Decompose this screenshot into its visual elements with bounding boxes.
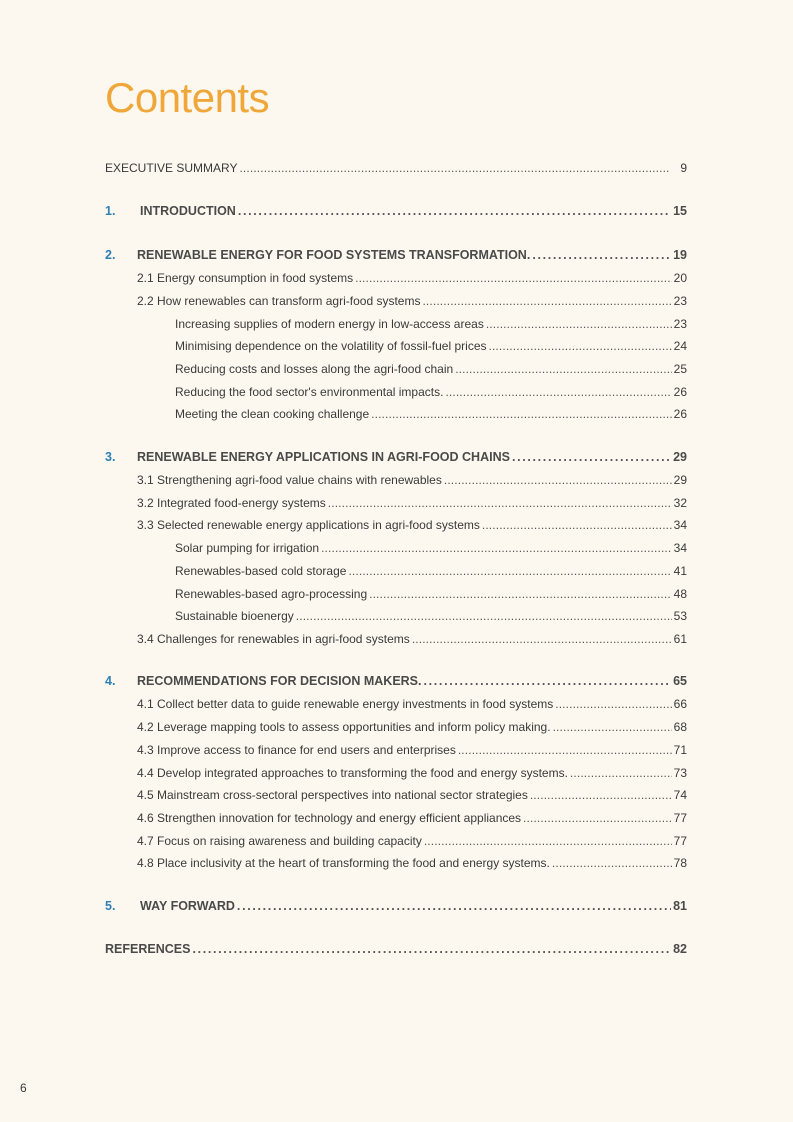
toc-label: 3.1 Strengthening agri-food value chains with renewables [137, 473, 442, 487]
toc-page: 81 [673, 899, 687, 913]
toc-page: 78 [673, 856, 687, 870]
toc-page: 82 [673, 942, 687, 956]
toc-label: 2.2 How renewables can transform agri-food systems [137, 294, 421, 308]
toc-label: Increasing supplies of modern energy in low-access areas [175, 317, 484, 331]
toc-page: 23 [673, 317, 687, 331]
toc-entry-3-3-b[interactable] [175, 563, 687, 579]
toc-page: 41 [673, 564, 687, 578]
section-number: 4. [105, 674, 116, 688]
toc-label: 4.2 Leverage mapping tools to assess opportunities and inform policy making. [137, 720, 551, 734]
toc-entry-4-8[interactable] [137, 855, 687, 871]
page-title: Contents [105, 74, 270, 121]
toc-label: Solar pumping for irrigation [175, 541, 320, 555]
toc-entry-introduction[interactable] [105, 203, 687, 219]
toc-label: 4.7 Focus on raising awareness and building capacity [137, 834, 422, 848]
toc-label: Reducing the food sector's environmental impacts. [175, 385, 444, 399]
toc-page: 26 [673, 385, 687, 399]
toc-page: 25 [673, 362, 687, 376]
toc-entry-4-5[interactable] [137, 787, 687, 803]
toc-page: 20 [673, 271, 687, 285]
toc-page: 32 [673, 496, 687, 510]
toc-page: 61 [673, 632, 687, 646]
section-number: 5. [105, 899, 116, 913]
toc-entry-3-4[interactable] [137, 631, 687, 647]
toc-entry-references[interactable] [105, 941, 687, 957]
toc-entry-4-3[interactable] [137, 742, 687, 758]
toc-page: 66 [673, 697, 687, 711]
toc-entry-executive-summary[interactable] [105, 160, 687, 176]
toc-label: RECOMMENDATIONS FOR DECISION MAKERS. [137, 674, 422, 688]
toc-page: 29 [673, 473, 687, 487]
toc-entry-4-4[interactable] [137, 765, 687, 781]
toc-label: Renewables-based agro-processing [175, 587, 368, 601]
toc-page: 34 [673, 541, 687, 555]
toc-label: RENEWABLE ENERGY APPLICATIONS IN AGRI-FOOD CHAINS [137, 450, 510, 464]
toc-entry-3-3-a[interactable] [175, 540, 687, 556]
toc-entry-4-7[interactable] [137, 833, 687, 849]
toc-page: 9 [680, 161, 687, 175]
toc-page: 71 [673, 743, 687, 757]
toc-entry-3-2[interactable] [137, 495, 687, 511]
toc-label: RENEWABLE ENERGY FOR FOOD SYSTEMS TRANSFORMATION. [137, 248, 531, 262]
toc-entry-4-2[interactable] [137, 719, 687, 735]
toc-entry-2-1[interactable] [137, 270, 687, 286]
toc-label: 3.4 Challenges for renewables in agri-food systems [137, 632, 410, 646]
toc-entry-3-3[interactable] [137, 517, 687, 533]
toc-page: 48 [673, 587, 687, 601]
toc-entry-2-2[interactable] [137, 293, 687, 309]
toc-page: 19 [673, 248, 687, 262]
toc-entry-section-2[interactable] [105, 247, 687, 263]
toc-label: 4.6 Strengthen innovation for technology and energy efficient appliances [137, 811, 522, 825]
toc-label: 4.3 Improve access to finance for end users and enterprises [137, 743, 456, 757]
toc-label: EXECUTIVE SUMMARY [105, 161, 238, 175]
toc-page: 73 [673, 766, 687, 780]
toc-label: INTRODUCTION [140, 204, 236, 218]
toc-entry-section-3[interactable] [105, 449, 687, 465]
toc-page: 23 [673, 294, 687, 308]
toc-page: 74 [673, 788, 687, 802]
toc-label: Sustainable bioenergy [175, 609, 294, 623]
toc-page: 53 [673, 609, 687, 623]
toc-page: 77 [673, 834, 687, 848]
toc-entry-2-2-e[interactable] [175, 406, 687, 422]
toc-label: Meeting the clean cooking challenge [175, 407, 370, 421]
toc-page: 34 [673, 518, 687, 532]
toc-label: 4.1 Collect better data to guide renewable energy investments in food systems [137, 697, 554, 711]
toc-entry-4-6[interactable] [137, 810, 687, 826]
toc-page: 26 [673, 407, 687, 421]
toc-page: 77 [673, 811, 687, 825]
section-number: 1. [105, 204, 116, 218]
toc-label: 4.8 Place inclusivity at the heart of transforming the food and energy systems. [137, 856, 550, 870]
toc-entry-2-2-a[interactable] [175, 316, 687, 332]
toc-entry-3-3-c[interactable] [175, 586, 687, 602]
toc-label: 3.3 Selected renewable energy applications in agri-food systems [137, 518, 480, 532]
toc-label: Minimising dependence on the volatility of fossil-fuel prices [175, 339, 487, 353]
toc-label: WAY FORWARD [140, 899, 235, 913]
section-number: 3. [105, 450, 116, 464]
toc-entry-section-4[interactable] [105, 673, 687, 689]
toc-page: 65 [673, 674, 687, 688]
toc-page: 29 [673, 450, 687, 464]
toc-label: 2.1 Energy consumption in food systems [137, 271, 354, 285]
toc-entry-2-2-c[interactable] [175, 361, 687, 377]
toc-entry-2-2-b[interactable] [175, 338, 687, 354]
toc-label: 3.2 Integrated food-energy systems [137, 496, 326, 510]
toc-entry-2-2-d[interactable] [175, 384, 687, 400]
toc-entry-4-1[interactable] [137, 696, 687, 712]
toc-page: 68 [673, 720, 687, 734]
toc-label: REFERENCES [105, 942, 191, 956]
toc-page: 15 [673, 204, 687, 218]
toc-page: 24 [673, 339, 687, 353]
section-number: 2. [105, 248, 116, 262]
toc-label: Reducing costs and losses along the agri-food chain [175, 362, 454, 376]
toc-entry-3-3-d[interactable] [175, 608, 687, 624]
toc-entry-3-1[interactable] [137, 472, 687, 488]
toc-label: Renewables-based cold storage [175, 564, 347, 578]
toc-entry-way-forward[interactable] [105, 898, 687, 914]
toc-label: 4.5 Mainstream cross-sectoral perspectives into national sector strategies [137, 788, 528, 802]
toc-label: 4.4 Develop integrated approaches to transforming the food and energy systems. [137, 766, 568, 780]
page-number: 6 [20, 1081, 27, 1095]
